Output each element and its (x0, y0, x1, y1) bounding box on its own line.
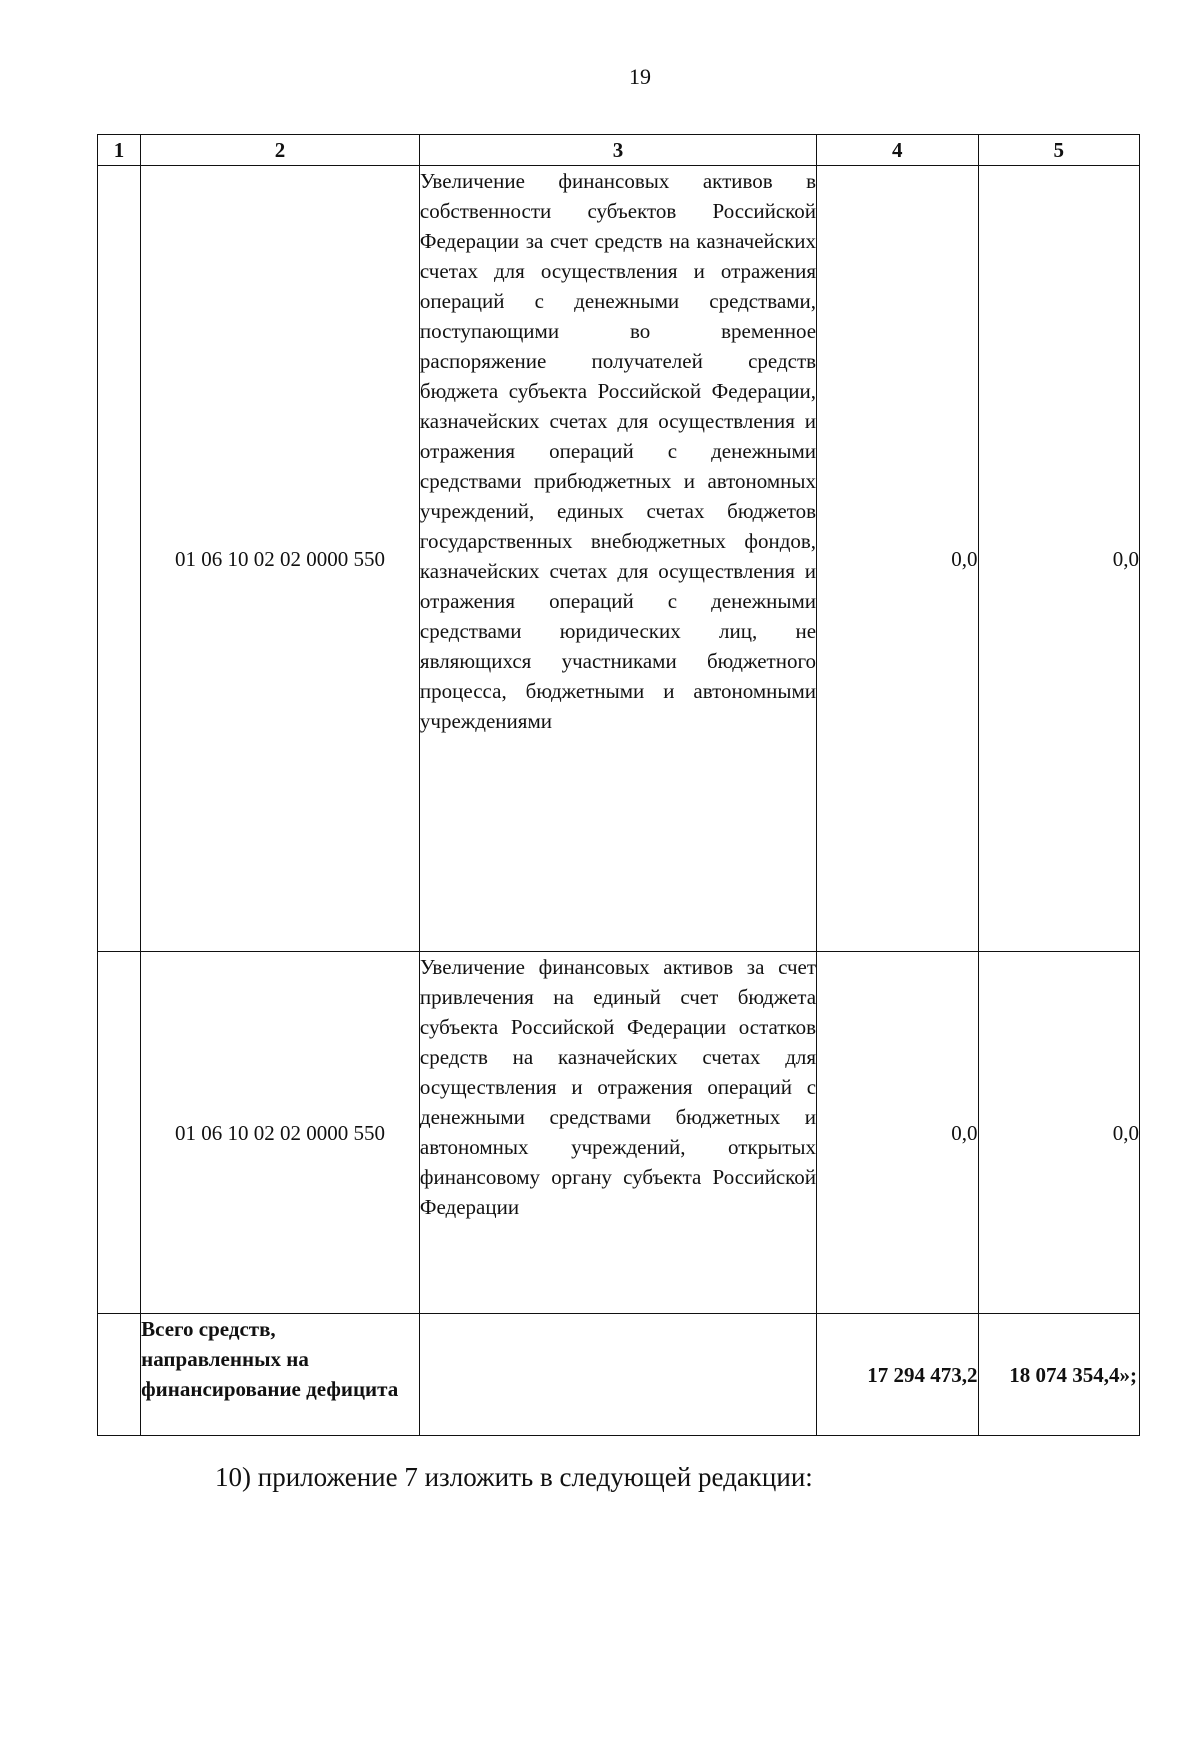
column-header-3: 3 (419, 135, 816, 166)
instruction-text: 10) приложение 7 изложить в следующей редакции: (215, 1462, 813, 1492)
column-header-2: 2 (141, 135, 420, 166)
description-cell (419, 166, 816, 952)
page-number: 19 (629, 64, 651, 89)
description-cell (419, 952, 816, 1314)
table-header-row (98, 135, 1140, 166)
total-row (98, 1314, 1140, 1436)
budget-code-cell: 01 06 10 02 02 0000 550 (141, 166, 420, 952)
total-value-col5: 18 074 354,4»; (978, 1314, 1140, 1436)
total-label-cell: Всего средств, направленных на финансирование дефицита (141, 1314, 420, 1436)
description-text: Увеличение финансовых активов в собственности субъектов Российской Федерации за счет средств на казначейских счетах для осуществления и отражения операций с денежными средствами, поступающими во временное распоряжение получателей средств бюджета субъекта Российской Федерации, казначейских счетах для осуществления и отражения операций с денежными средствами прибюджетных и автономных учреждений, единых счетах бюджетов государственных внебюджетных фондов, казначейских счетах для осуществления и отражения операций с денежными средствами юридических лиц, не являющихся участниками бюджетного процесса, бюджетными и автономными учреждениями (419, 169, 817, 733)
value-col4-cell: 0,0 (817, 952, 978, 1314)
table-row (98, 952, 1140, 1314)
value-col5-cell: 0,0 (978, 166, 1140, 952)
budget-deficit-table (97, 134, 1140, 1436)
budget-code-cell: 01 06 10 02 02 0000 550 (141, 952, 420, 1314)
row-number-cell (98, 952, 141, 1314)
total-description-cell (419, 1314, 816, 1436)
total-number-cell (98, 1314, 141, 1436)
row-number-cell (98, 166, 141, 952)
description-text: Увеличение финансовых активов за счет привлечения на единый счет бюджета субъекта Российской Федерации остатков средств на казначейских счетах для осуществления и отражения операций с денежными средствами бюджетных и автономных учреждений, открытых финансовому органу субъекта Российской Федерации (419, 955, 817, 1219)
column-header-4: 4 (817, 135, 978, 166)
column-header-5: 5 (978, 135, 1140, 166)
value-col4-cell: 0,0 (817, 166, 978, 952)
total-value-col4: 17 294 473,2 (817, 1314, 978, 1436)
value-col5-cell: 0,0 (978, 952, 1140, 1314)
column-header-1: 1 (98, 135, 141, 166)
table-row (98, 166, 1140, 952)
